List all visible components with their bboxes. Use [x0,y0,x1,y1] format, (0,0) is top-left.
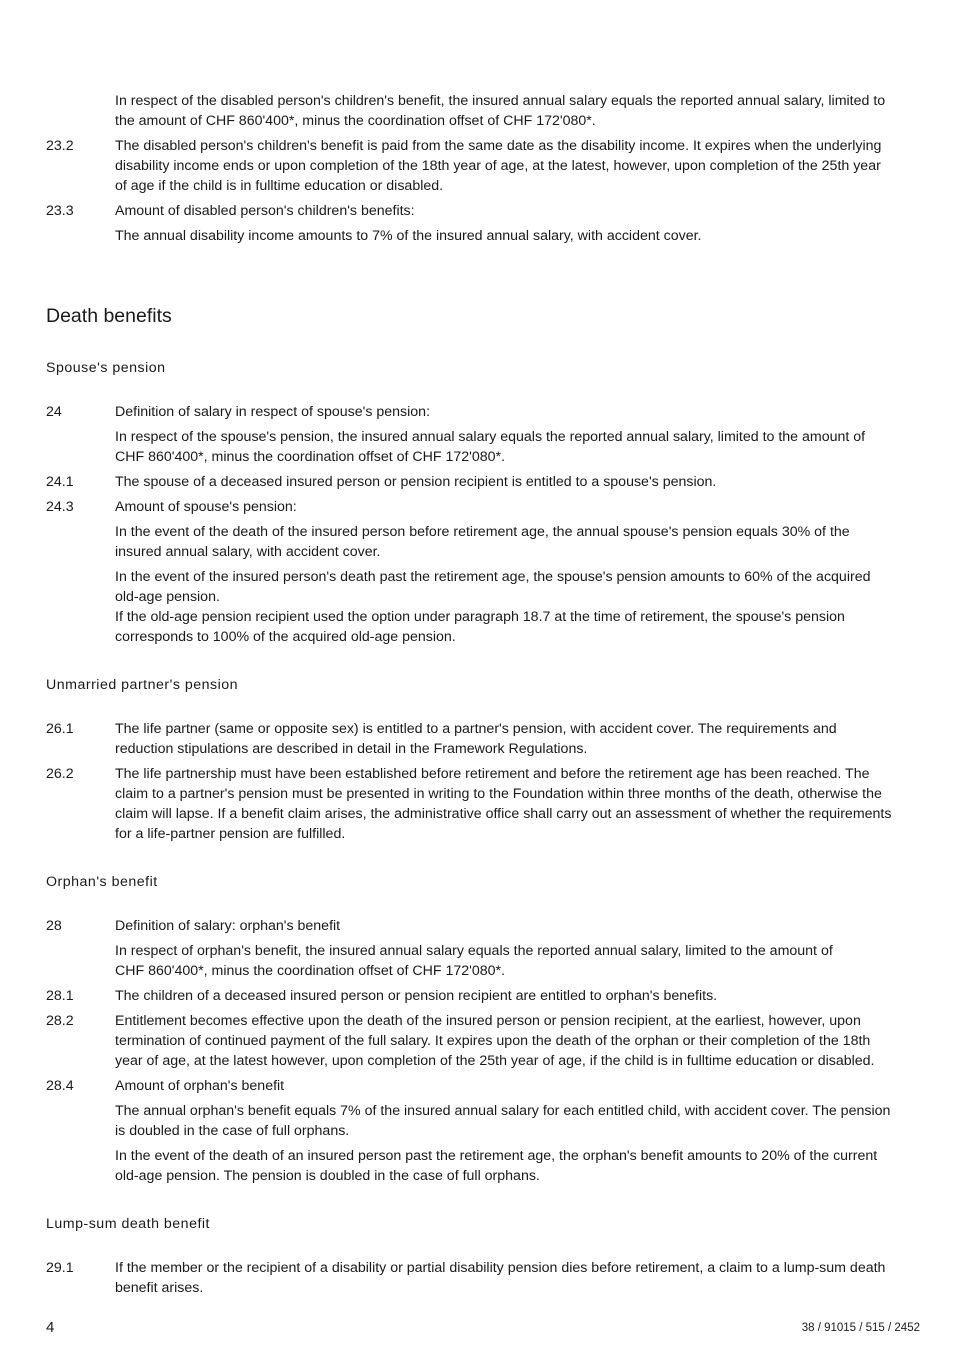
clause-number: 28 [46,918,62,934]
clause-text: The life partner (same or opposite sex) is entitled to a partner's pension, with accident cover. The requirements and [115,721,837,737]
clause-number: 23.2 [46,138,74,154]
clause-number: 24.3 [46,499,74,515]
clause-title: Amount of orphan's benefit [115,1078,285,1094]
clause-text: claim will lapse. If a benefit claim arises, the administrative office shall carry out an assessment of whether the requirements [115,806,892,822]
clause-number: 26.2 [46,766,74,782]
clause-text: In the event of the death of an insured person past the retirement age, the orphan's benefit amounts to 20% of the current [115,1148,878,1164]
clause-text: reduction stipulations are described in detail in the Framework Regulations. [115,741,588,757]
section-title: Death benefits [46,305,172,327]
clause-text: is doubled in the case of full orphans. [115,1123,350,1139]
clause-text: In the event of the insured person's death past the retirement age, the spouse's pension amounts to 60% of the acquired [115,569,871,585]
clause-number: 28.1 [46,988,74,1004]
clause-text: year of age, at the latest however, upon completion of the 25th year of age, if the child is in fulltime education or disabled. [115,1053,875,1069]
clause-text: In respect of the spouse's pension, the insured annual salary equals the reported annual salary, limited to the amount of [115,429,866,445]
clause-title: Amount of spouse's pension: [115,499,297,515]
clause-text: insured annual salary, with accident cover. [115,544,381,560]
clause-text: The annual disability income amounts to 7% of the insured annual salary, with accident cover. [115,228,702,244]
clause-number: 24 [46,404,62,420]
clause-text: If the old-age pension recipient used the option under paragraph 18.7 at the time of retirement, the spouse's pension [115,609,845,625]
subsection-heading: Orphan's benefit [46,874,158,890]
clause-text: disability income ends or upon completion of the 18th year of age, at the latest, however, upon completion of the 25th year [115,158,881,174]
clause-text: In respect of orphan's benefit, the insured annual salary equals the reported annual salary, limited to the amount of [115,943,833,959]
clause-text: claim to a partner's pension must be presented in writing to the Foundation within three months of the death, otherwise the [115,786,882,802]
page-number: 4 [46,1319,55,1336]
clause-title: Definition of salary: orphan's benefit [115,918,341,934]
clause-text: corresponds to 100% of the acquired old-age pension. [115,629,456,645]
clause-text: In the event of the death of the insured person before retirement age, the annual spouse's pension equals 30% of the [115,524,850,540]
clause-number: 26.1 [46,721,74,737]
clause-text: The life partnership must have been established before retirement and before the retirement age has been reached. The [115,766,870,782]
clause-text: termination of continued payment of the full salary. It expires upon the death of the orphan or their completion of the 18th [115,1033,871,1049]
clause-text: old-age pension. The pension is doubled in the case of full orphans. [115,1168,540,1184]
clause-number: 28.4 [46,1078,74,1094]
clause-text: The disabled person's children's benefit is paid from the same date as the disability income. It expires when the underlying [115,138,882,154]
clause-title: Amount of disabled person's children's benefits: [115,203,415,219]
paragraph-line: the amount of CHF 860'400*, minus the coordination offset of CHF 172'080*. [115,113,596,129]
clause-number: 24.1 [46,474,74,490]
subsection-heading: Spouse's pension [46,360,166,376]
clause-number: 28.2 [46,1013,74,1029]
clause-text: Entitlement becomes effective upon the death of the insured person or pension recipient, at the earliest, however, upon [115,1013,861,1029]
clause-text: benefit arises. [115,1280,204,1296]
document-reference: 38 / 91015 / 515 / 2452 [801,1322,920,1334]
clause-title: Definition of salary in respect of spouse's pension: [115,404,431,420]
subsection-heading: Unmarried partner's pension [46,677,239,693]
clause-text: for a life-partner pension are fulfilled. [115,826,346,842]
clause-number: 29.1 [46,1260,74,1276]
clause-text: old-age pension. [115,589,220,605]
clause-text: The spouse of a deceased insured person or pension recipient is entitled to a spouse's pension. [115,474,717,490]
clause-text: of age if the child is in fulltime education or disabled. [115,178,444,194]
clause-text: If the member or the recipient of a disability or partial disability pension dies before retirement, a claim to a lump-sum death [115,1260,886,1276]
clause-number: 23.3 [46,203,74,219]
clause-text: CHF 860'400*, minus the coordination offset of CHF 172'080*. [115,963,506,979]
paragraph-line: In respect of the disabled person's children's benefit, the insured annual salary equals the reported annual salary, limited to [115,93,886,109]
clause-text: The annual orphan's benefit equals 7% of the insured annual salary for each entitled child, with accident cover. The pension [115,1103,891,1119]
subsection-heading: Lump-sum death benefit [46,1216,211,1232]
clause-text: CHF 860'400*, minus the coordination offset of CHF 172'080*. [115,449,506,465]
clause-text: The children of a deceased insured person or pension recipient are entitled to orphan's benefits. [115,988,718,1004]
